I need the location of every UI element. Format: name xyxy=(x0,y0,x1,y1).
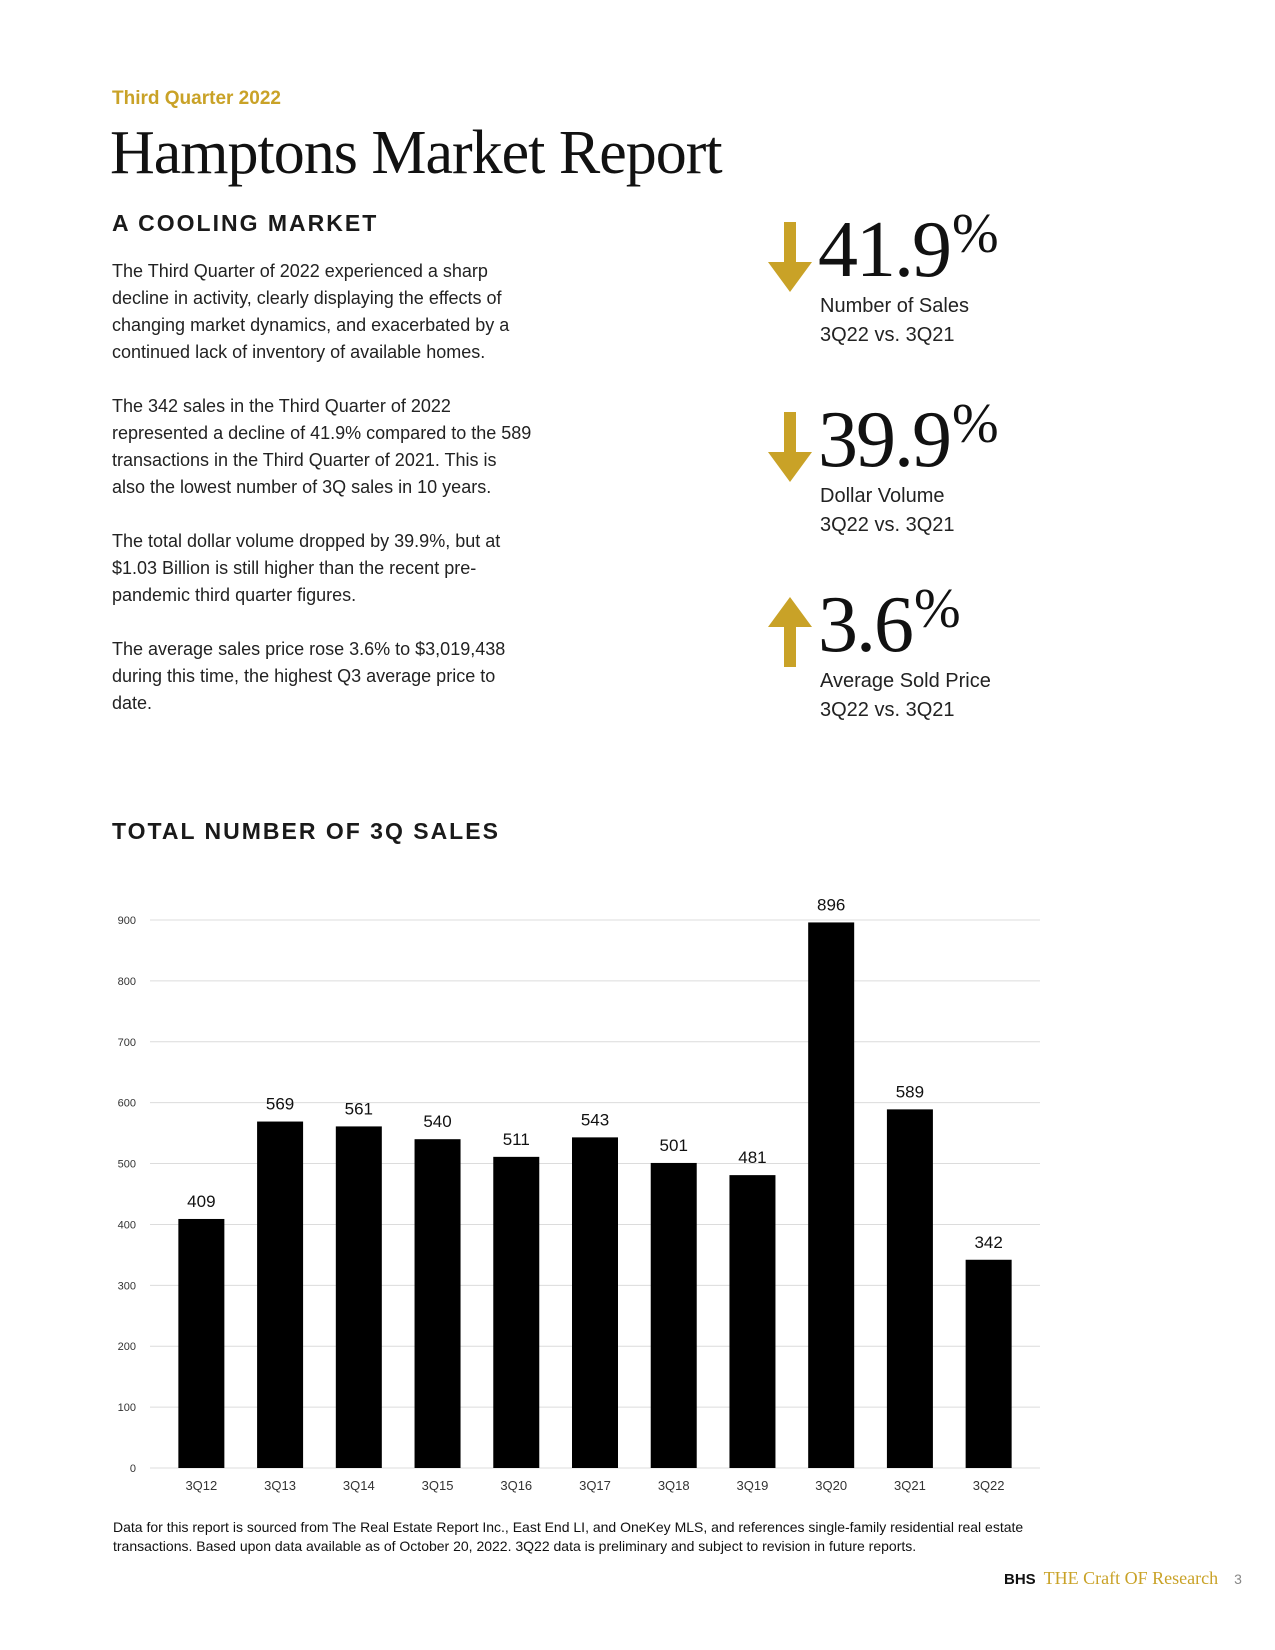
intro-paragraph: The 342 sales in the Third Quarter of 2022 represented a decline of 41.9% compared to the 589 transactions in the Third Quarter of 2021. This is also the lowest number of 3Q sales in 10 years. xyxy=(112,396,532,497)
y-tick-label: 500 xyxy=(117,1158,136,1171)
x-tick-label: 3Q12 xyxy=(185,1478,218,1493)
y-tick-label: 0 xyxy=(129,1463,136,1475)
stat-comparison: 3Q22 vs. 3Q21 xyxy=(820,324,955,346)
data-label: 543 xyxy=(580,1110,610,1130)
bar xyxy=(336,1126,382,1468)
data-label: 561 xyxy=(344,1099,374,1119)
data-source-note: Data for this report is sourced from The Real Estate Report Inc., East End LI, and OneKey MLS, and references single-family residential real estate transactions. Based upon data available as of October 20, 2022. 3Q22 data is preliminary and subject to revision in future reports. xyxy=(113,1519,1024,1554)
brand-logo: BHS xyxy=(1004,1571,1036,1588)
x-tick-label: 3Q21 xyxy=(894,1478,926,1493)
stat-label: Average Sold Price xyxy=(820,670,991,692)
page-title: Hamptons Market Report xyxy=(110,119,722,187)
stat-unit: % xyxy=(952,203,999,265)
stat-label: Number of Sales xyxy=(820,295,969,317)
x-tick-label: 3Q16 xyxy=(500,1478,533,1493)
bar xyxy=(257,1122,303,1468)
stat-value: 41.9 xyxy=(818,206,950,294)
x-tick-label: 3Q20 xyxy=(815,1478,848,1493)
data-label: 589 xyxy=(895,1082,925,1102)
brand-tagline: THE Craft OF Research xyxy=(1043,1568,1219,1588)
y-tick-label: 800 xyxy=(117,975,136,988)
stat-unit: % xyxy=(952,393,999,455)
y-tick-label: 900 xyxy=(117,915,136,927)
stat-comparison: 3Q22 vs. 3Q21 xyxy=(820,514,955,536)
stat-label: Dollar Volume xyxy=(820,485,945,507)
bar xyxy=(572,1137,618,1468)
x-tick-label: 3Q13 xyxy=(264,1478,296,1493)
section-heading: A COOLING MARKET xyxy=(112,210,379,236)
bar xyxy=(966,1260,1012,1468)
x-tick-label: 3Q22 xyxy=(972,1478,1005,1493)
data-label: 896 xyxy=(816,895,846,915)
y-tick-label: 300 xyxy=(117,1280,136,1293)
bar xyxy=(651,1163,697,1468)
bar xyxy=(887,1109,933,1468)
data-label: 409 xyxy=(187,1191,216,1211)
x-tick-label: 3Q18 xyxy=(657,1478,690,1493)
data-label: 511 xyxy=(502,1129,530,1149)
chart-title: TOTAL NUMBER OF 3Q SALES xyxy=(112,818,500,844)
x-tick-label: 3Q14 xyxy=(342,1478,375,1493)
stat-value: 3.6 xyxy=(818,581,912,669)
report-quarter: Third Quarter 2022 xyxy=(112,88,281,109)
x-tick-label: 3Q15 xyxy=(421,1478,454,1493)
data-label: 540 xyxy=(423,1112,452,1132)
bar xyxy=(178,1219,224,1468)
data-label: 481 xyxy=(738,1148,767,1168)
data-label: 342 xyxy=(974,1232,1003,1252)
footer-brand xyxy=(1004,1568,1242,1589)
y-tick-label: 100 xyxy=(117,1402,136,1415)
stat-value: 39.9 xyxy=(818,396,950,484)
data-label: 501 xyxy=(659,1135,688,1155)
bar xyxy=(808,922,854,1468)
bar xyxy=(493,1157,539,1468)
intro-paragraph: The average sales price rose 3.6% to $3,019,438 during this time, the highest Q3 average price to date. xyxy=(112,639,506,713)
stat-unit: % xyxy=(914,578,961,640)
intro-paragraph: The total dollar volume dropped by 39.9%, but at $1.03 Billion is still higher than the recent pre-pandemic third quarter figures. xyxy=(112,531,501,605)
x-tick-label: 3Q17 xyxy=(579,1478,611,1493)
y-tick-label: 400 xyxy=(117,1219,136,1232)
bar xyxy=(415,1139,461,1468)
y-tick-label: 200 xyxy=(117,1341,136,1354)
stat-comparison: 3Q22 vs. 3Q21 xyxy=(820,699,955,721)
bar xyxy=(729,1175,775,1468)
y-tick-label: 700 xyxy=(117,1036,136,1049)
intro-paragraph: The Third Quarter of 2022 experienced a sharp decline in activity, clearly displaying the effects of changing market dynamics, and exacerbated by a continued lack of inventory of available homes. xyxy=(112,261,510,362)
y-tick-label: 600 xyxy=(117,1097,136,1110)
data-label: 569 xyxy=(265,1094,295,1114)
page-number: 3 xyxy=(1234,1571,1242,1587)
x-tick-label: 3Q19 xyxy=(736,1478,769,1493)
